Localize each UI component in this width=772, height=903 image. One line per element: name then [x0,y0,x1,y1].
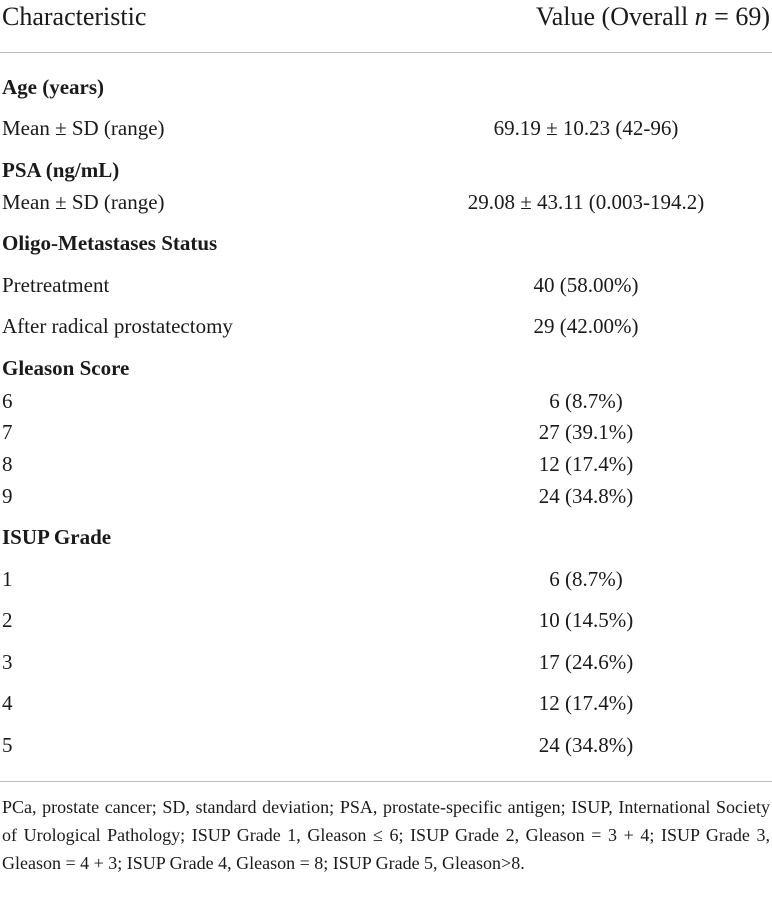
row-label: 8 [2,452,13,476]
table-footnote: PCa, prostate cancer; SD, standard deviation; PSA, prostate-specific antigen; ISUP, International Society of Urological Pathology; ISUP Grade 1, Gleason ≤ 6; ISUP Grade 2, Gleason = 3 + 4; ISUP Grade 3, Gleason = 4 + 3; ISUP Grade 4, Gleason = 8; ISUP Grade 5, Gleason>8. [2,797,770,873]
row-value: 69.19 ± 10.23 (42-96) [493,116,679,140]
row-label: 2 [2,608,13,632]
row-label: 3 [2,650,13,674]
row-label: 6 [2,389,13,413]
row-value: 6 (8.7%) [549,567,623,591]
row-label: 1 [2,567,13,591]
row-label: 7 [2,420,13,444]
characteristic-column-header: Characteristic [2,2,147,31]
row-label: After radical prostatectomy [2,314,233,338]
value-header-suffix: = 69) [707,2,770,31]
value-header-n: n [694,2,708,31]
row-label: Age (years) [2,75,105,99]
row-label: Mean ± SD (range) [2,190,165,214]
row-value: 24 (34.8%) [538,733,634,757]
row-value: 40 (58.00%) [533,273,639,297]
row-value: 12 (17.4%) [538,691,634,715]
row-label: Pretreatment [2,273,110,297]
value-header-prefix: Value (Overall [535,2,695,31]
row-value: 29 (42.00%) [533,314,639,338]
footer-divider [0,781,772,782]
row-label: 9 [2,484,13,508]
table-header [0,0,772,52]
row-label: Mean ± SD (range) [2,116,165,140]
row-value: 17 (24.6%) [538,650,634,674]
row-value: 10 (14.5%) [538,608,634,632]
row-label: ISUP Grade [2,525,112,549]
row-label: 5 [2,733,13,757]
row-value: 29.08 ± 43.11 (0.003-194.2) [467,190,705,214]
row-value: 27 (39.1%) [538,420,634,444]
row-label: 4 [2,691,13,715]
row-value: 6 (8.7%) [549,389,623,413]
row-label: Gleason Score [2,356,130,380]
row-label: PSA (ng/mL) [2,158,120,182]
header-divider [0,52,772,53]
value-column-header [536,2,770,32]
row-label: Oligo-Metastases Status [2,231,218,255]
row-value: 24 (34.8%) [538,484,634,508]
row-value: 12 (17.4%) [538,452,634,476]
